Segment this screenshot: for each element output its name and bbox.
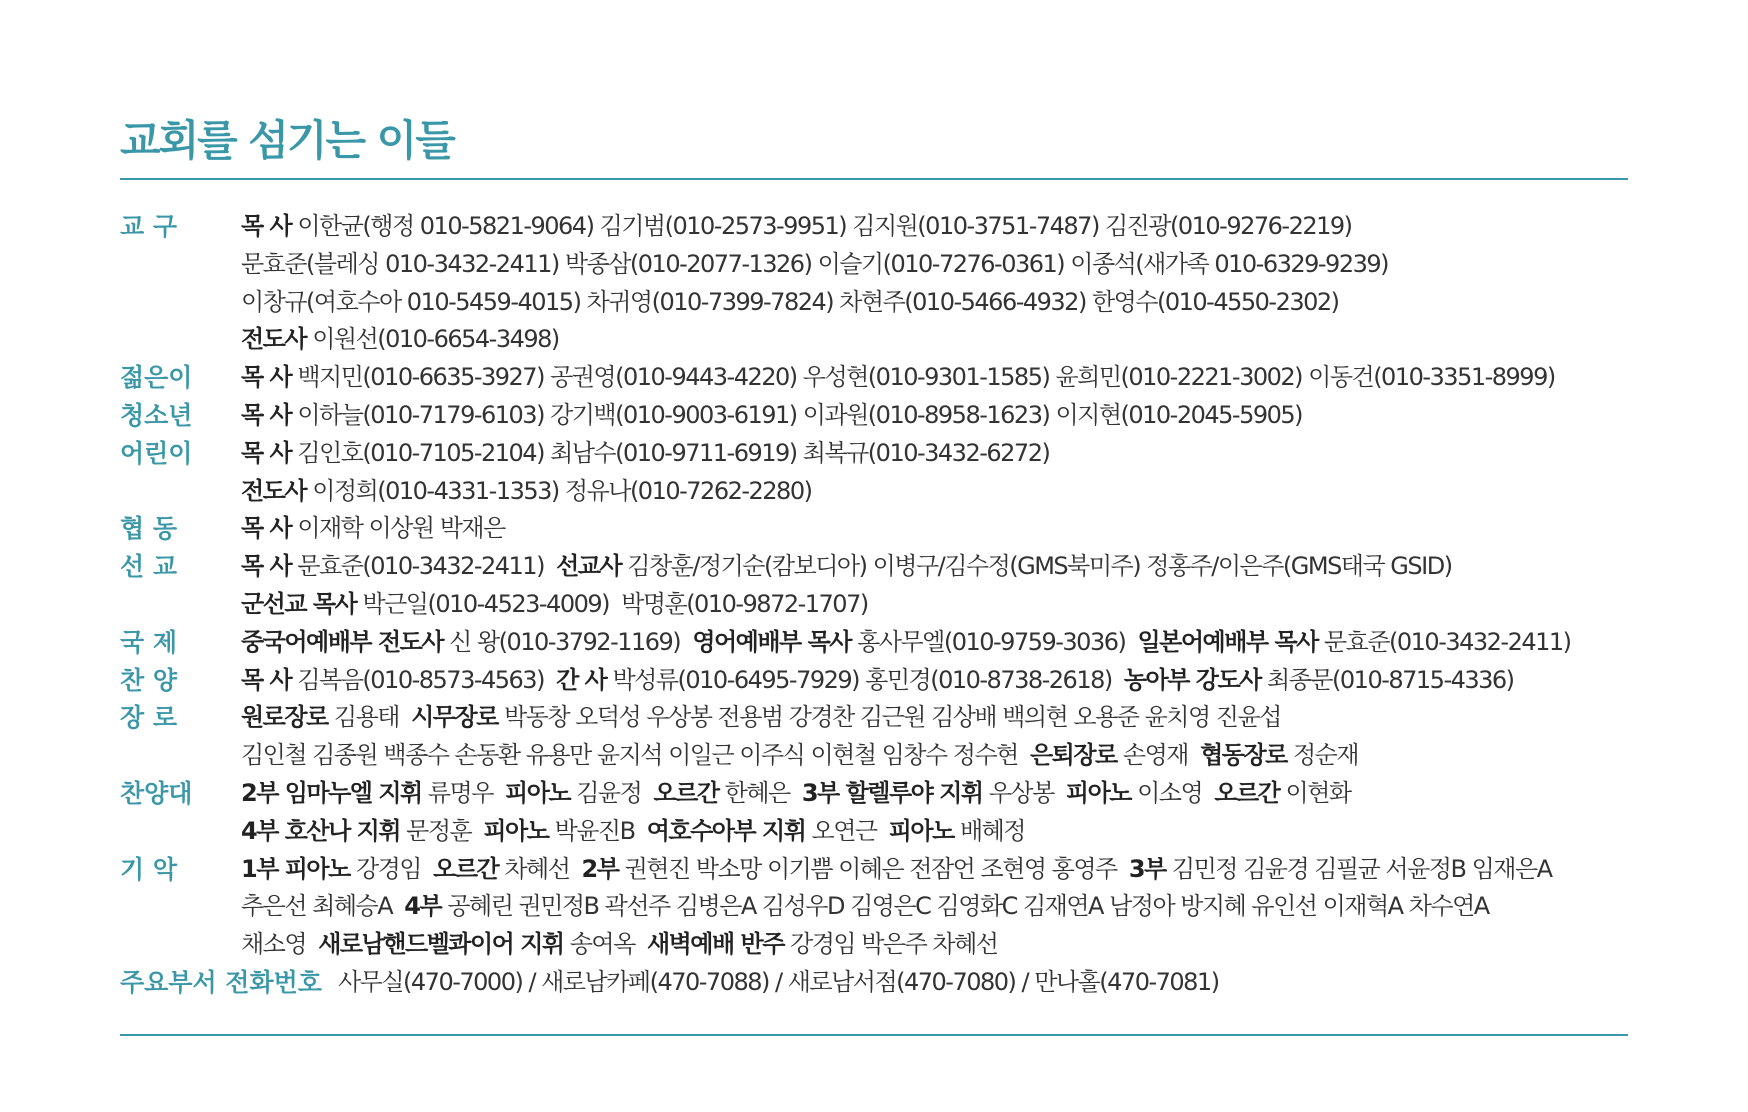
staff-text bbox=[241, 775, 1357, 813]
staff-text bbox=[241, 510, 511, 548]
staff-names: 권현진 박소망 이기쁨 이혜은 전잠언 조현영 홍영주 bbox=[624, 854, 1117, 883]
staff-names: 이재학 이상원 박재은 bbox=[297, 514, 505, 543]
staff-names: 오연근 bbox=[811, 816, 877, 845]
role-title: 새벽예배 반주 bbox=[646, 930, 784, 959]
role-title: 피아노 bbox=[888, 816, 954, 845]
staff-text bbox=[241, 473, 817, 511]
department-label: 기 악 bbox=[120, 854, 178, 884]
department-label: 협 동 bbox=[120, 514, 178, 544]
role-title: 4부 호산나 지휘 bbox=[241, 816, 401, 845]
department-label: 찬양대 bbox=[120, 778, 193, 808]
role-title: 목 사 bbox=[241, 438, 292, 467]
staff-names: 공혜린 권민정B 곽선주 김병은A 김성우D 김영은C 김영화C 김재연A 남정아 방지혜 유인선 이재혁A 차수연A bbox=[447, 892, 1489, 921]
role-title: 선교사 bbox=[556, 552, 622, 581]
staff-names: 박동창 오덕성 우상봉 전용범 강경찬 김근원 김상배 백의현 오용준 윤치영 진윤섭 bbox=[503, 703, 1281, 732]
role-title: 3부 할렐루야 지휘 bbox=[801, 778, 983, 807]
staff-names: 문효준(010-3432-2411) bbox=[297, 552, 544, 581]
role-title: 시무장로 bbox=[411, 703, 498, 732]
role-title: 오르간 bbox=[433, 854, 499, 883]
staff-row bbox=[120, 699, 1640, 737]
staff-row bbox=[120, 813, 1640, 851]
department-label: 청소년 bbox=[120, 400, 193, 430]
staff-text bbox=[241, 851, 1558, 889]
staff-text bbox=[241, 662, 1520, 700]
staff-text bbox=[241, 737, 1364, 775]
staff-names: 추은선 최혜승A bbox=[241, 892, 393, 921]
staff-row bbox=[120, 246, 1640, 284]
staff-names: 이원선(010-6654-3498) bbox=[312, 325, 559, 354]
staff-names: 박명훈(010-9872-1707) bbox=[621, 589, 868, 618]
staff-row bbox=[120, 737, 1640, 775]
staff-row bbox=[120, 775, 1640, 813]
staff-row bbox=[120, 624, 1640, 662]
staff-text bbox=[241, 586, 874, 624]
staff-names: 김윤정 bbox=[576, 778, 642, 807]
staff-row bbox=[120, 926, 1640, 964]
role-title: 협동장로 bbox=[1200, 741, 1287, 770]
staff-text bbox=[241, 888, 1495, 926]
role-title: 피아노 bbox=[483, 816, 549, 845]
staff-names: 이정희(010-4331-1353) 정유나(010-7262-2280) bbox=[312, 476, 812, 505]
phone-directory-text: 사무실(470-7000) / 새로남카페(470-7088) / 새로남서점(470-7080) / 만나홀(470-7081) bbox=[338, 967, 1219, 996]
staff-names: 김인호(010-7105-2104) 최남수(010-9711-6919) 최복규(010-3432-6272) bbox=[297, 438, 1050, 467]
staff-names: 김인철 김종원 백종수 손동환 유용만 윤지석 이일근 이주식 이현철 임창수 정수현 bbox=[241, 741, 1018, 770]
staff-row bbox=[120, 359, 1640, 397]
staff-names: 송여옥 bbox=[569, 930, 635, 959]
department-label: 젊은이 bbox=[120, 363, 193, 393]
role-title: 은퇴장로 bbox=[1030, 741, 1117, 770]
role-title: 피아노 bbox=[1065, 778, 1131, 807]
staff-row bbox=[120, 321, 1640, 359]
staff-names: 홍사무엘(010-9759-3036) bbox=[857, 627, 1126, 656]
role-title: 오르간 bbox=[653, 778, 719, 807]
role-title: 2부 임마누엘 지휘 bbox=[241, 778, 422, 807]
staff-names: 강경임 bbox=[355, 854, 421, 883]
staff-names: 배혜정 bbox=[959, 816, 1025, 845]
staff-row bbox=[120, 435, 1640, 473]
role-title: 피아노 bbox=[505, 778, 571, 807]
staff-text bbox=[241, 397, 1308, 435]
department-label: 어린이 bbox=[120, 438, 193, 468]
department-label: 선 교 bbox=[120, 552, 178, 582]
role-title: 새로남핸드벨콰이어 지휘 bbox=[318, 930, 564, 959]
staff-row bbox=[120, 284, 1640, 322]
role-title: 영어예배부 목사 bbox=[692, 627, 851, 656]
role-title: 목 사 bbox=[241, 665, 292, 694]
role-title: 목 사 bbox=[241, 212, 292, 240]
staff-names: 김민정 김윤경 김필균 서윤정B 임재은A bbox=[1171, 854, 1552, 883]
staff-names: 이하늘(010-7179-6103) 강기백(010-9003-6191) 이과원(010-8958-1623) 이지현(010-2045-5905) bbox=[297, 400, 1303, 429]
role-title: 전도사 bbox=[241, 325, 307, 354]
staff-text bbox=[241, 435, 1055, 473]
staff-names: 김용태 bbox=[333, 703, 399, 732]
phone-directory-label: 주요부서 전화번호 bbox=[120, 967, 322, 997]
staff-names: 김창훈/정기순(캄보디아) 이병구/김수정(GMS북미주) 정홍주/이은주(GMS태국 GSID) bbox=[627, 552, 1452, 581]
department-label: 국 제 bbox=[120, 627, 178, 657]
staff-row bbox=[120, 662, 1640, 700]
staff-names: 차혜선 bbox=[504, 854, 570, 883]
staff-text bbox=[241, 208, 1358, 246]
staff-names: 우상봉 bbox=[988, 778, 1054, 807]
staff-text bbox=[241, 246, 1394, 284]
department-label: 교 구 bbox=[120, 212, 178, 241]
staff-row bbox=[120, 510, 1640, 548]
staff-text bbox=[241, 548, 1458, 586]
role-title: 군선교 목사 bbox=[241, 589, 357, 618]
staff-names: 강경임 박은주 차혜선 bbox=[790, 930, 998, 959]
top-divider bbox=[120, 178, 1628, 180]
role-title: 원로장로 bbox=[241, 703, 328, 732]
staff-rows bbox=[120, 208, 1640, 964]
staff-text bbox=[241, 321, 565, 359]
role-title: 목 사 bbox=[241, 514, 292, 543]
staff-names: 박성류(010-6495-7929) 홍민경(010-8738-2618) bbox=[612, 665, 1112, 694]
bottom-divider bbox=[120, 1034, 1628, 1036]
staff-names: 류명우 bbox=[427, 778, 493, 807]
department-label: 장 로 bbox=[120, 703, 178, 733]
role-title: 목 사 bbox=[241, 400, 292, 429]
staff-names: 정순재 bbox=[1292, 741, 1359, 770]
staff-text bbox=[241, 813, 1031, 851]
role-title: 농아부 강도사 bbox=[1123, 665, 1261, 694]
staff-names: 문효준(010-3432-2411) bbox=[1323, 627, 1571, 656]
staff-row bbox=[120, 208, 1640, 246]
staff-names: 문정훈 bbox=[406, 816, 472, 845]
staff-names: 이소영 bbox=[1137, 778, 1203, 807]
phone-directory-row bbox=[120, 964, 1640, 1002]
staff-row bbox=[120, 473, 1640, 511]
department-label: 찬 양 bbox=[120, 665, 178, 695]
staff-row bbox=[120, 888, 1640, 926]
staff-names: 이한균(행정 010-5821-9064) 김기범(010-2573-9951) 김지원(010-3751-7487) 김진광(010-9276-2219) bbox=[297, 212, 1352, 240]
staff-names: 신 왕(010-3792-1169) bbox=[449, 627, 681, 656]
role-title: 목 사 bbox=[241, 552, 292, 581]
role-title: 4부 bbox=[404, 892, 442, 921]
role-title: 중국어예배부 전도사 bbox=[241, 627, 444, 656]
staff-text bbox=[241, 699, 1287, 737]
page-title: 교회를 섬기는 이들 bbox=[120, 116, 454, 165]
staff-names: 박윤진B bbox=[554, 816, 635, 845]
staff-names: 손영재 bbox=[1122, 741, 1188, 770]
staff-text bbox=[241, 624, 1577, 662]
role-title: 여호수아부 지휘 bbox=[646, 816, 806, 845]
role-title: 목 사 bbox=[241, 363, 292, 392]
staff-text bbox=[241, 359, 1561, 397]
staff-row bbox=[120, 397, 1640, 435]
staff-names: 김복음(010-8573-4563) bbox=[297, 665, 544, 694]
role-title: 일본어예배부 목사 bbox=[1137, 627, 1318, 656]
staff-row bbox=[120, 548, 1640, 586]
staff-names: 한혜은 bbox=[724, 778, 790, 807]
staff-names: 최종문(010-8715-4336) bbox=[1266, 665, 1514, 694]
staff-row bbox=[120, 586, 1640, 624]
staff-names: 이창규(여호수아 010-5459-4015) 차귀영(010-7399-7824) 차현주(010-5466-4932) 한영수(010-4550-2302) bbox=[241, 287, 1339, 316]
staff-names: 이현화 bbox=[1285, 778, 1351, 807]
staff-names: 박근일(010-4523-4009) bbox=[362, 589, 609, 618]
staff-text bbox=[241, 284, 1345, 322]
role-title: 1부 피아노 bbox=[241, 854, 350, 883]
staff-directory bbox=[120, 208, 1640, 1002]
role-title: 전도사 bbox=[241, 476, 307, 505]
staff-names: 채소영 bbox=[241, 930, 307, 959]
role-title: 3부 bbox=[1128, 854, 1166, 883]
staff-row bbox=[120, 851, 1640, 889]
role-title: 2부 bbox=[581, 854, 619, 883]
staff-names: 문효준(블레싱 010-3432-2411) 박종삼(010-2077-1326) 이슬기(010-7276-0361) 이종석(새가족 010-6329-9239) bbox=[241, 249, 1389, 278]
role-title: 간 사 bbox=[556, 665, 607, 694]
staff-names: 백지민(010-6635-3927) 공권영(010-9443-4220) 우성현(010-9301-1585) 윤희민(010-2221-3002) 이동건(010-3351-8999) bbox=[297, 363, 1555, 392]
staff-text bbox=[241, 926, 1003, 964]
role-title: 오르간 bbox=[1214, 778, 1280, 807]
